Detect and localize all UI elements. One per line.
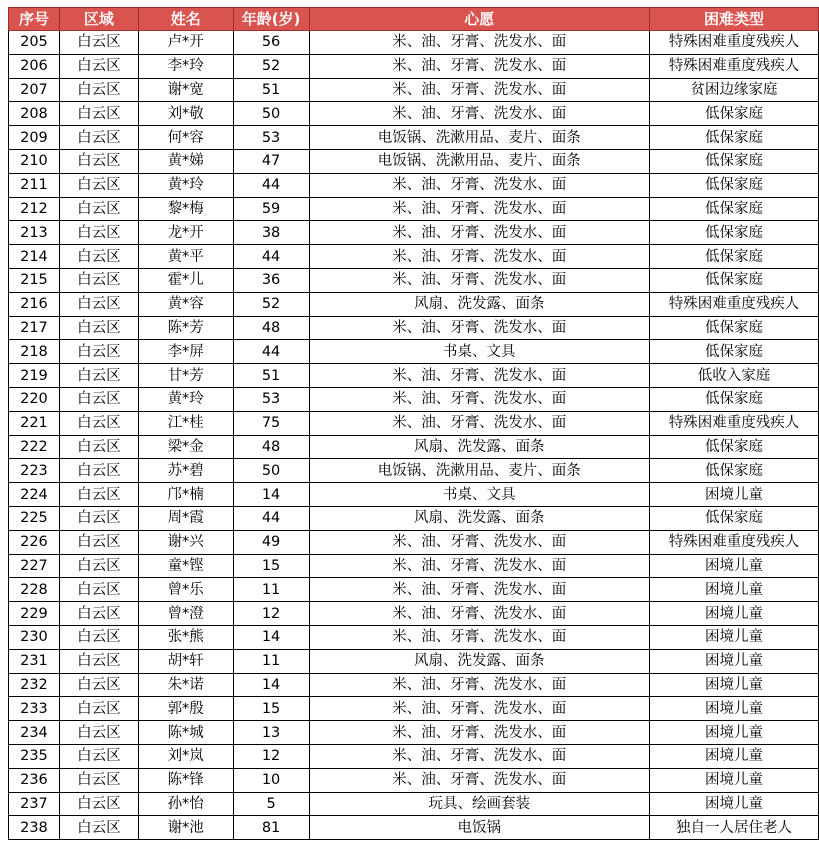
cell-wish: 米、油、牙膏、洗发水、面 [309,697,650,721]
cell-name: 龙*开 [138,221,233,245]
cell-wish: 电饭锅 [309,816,650,840]
cell-name: 甘*芳 [138,364,233,388]
cell-age: 81 [233,816,309,840]
cell-district: 白云区 [59,173,138,197]
cell-name: 李*屏 [138,340,233,364]
table-row [9,197,819,221]
cell-district: 白云区 [59,816,138,840]
cell-wish: 米、油、牙膏、洗发水、面 [309,578,650,602]
cell-age: 59 [233,197,309,221]
table-row [9,697,819,721]
cell-name: 刘*敬 [138,102,233,126]
cell-name: 卢*开 [138,31,233,55]
cell-serial: 238 [9,816,60,840]
cell-hardship-type: 困境儿童 [650,768,819,792]
cell-age: 15 [233,697,309,721]
header-serial: 序号 [9,8,60,31]
cell-age: 36 [233,268,309,292]
cell-wish: 米、油、牙膏、洗发水、面 [309,411,650,435]
cell-name: 黄*玲 [138,387,233,411]
cell-name: 黄*平 [138,245,233,269]
table-row [9,506,819,530]
table-row [9,744,819,768]
cell-hardship-type: 低保家庭 [650,340,819,364]
cell-serial: 212 [9,197,60,221]
cell-district: 白云区 [59,411,138,435]
cell-hardship-type: 低保家庭 [650,245,819,269]
cell-wish: 米、油、牙膏、洗发水、面 [309,721,650,745]
cell-hardship-type: 困境儿童 [650,697,819,721]
cell-wish: 电饭锅、洗漱用品、麦片、面条 [309,126,650,150]
cell-hardship-type: 困境儿童 [650,602,819,626]
cell-age: 49 [233,530,309,554]
cell-district: 白云区 [59,459,138,483]
cell-wish: 电饭锅、洗漱用品、麦片、面条 [309,459,650,483]
cell-serial: 213 [9,221,60,245]
table-row [9,768,819,792]
table-row [9,102,819,126]
cell-serial: 234 [9,721,60,745]
table-row [9,649,819,673]
cell-age: 48 [233,435,309,459]
cell-serial: 231 [9,649,60,673]
cell-name: 郭*殷 [138,697,233,721]
cell-serial: 224 [9,483,60,507]
cell-serial: 236 [9,768,60,792]
cell-hardship-type: 困境儿童 [650,625,819,649]
table-row [9,530,819,554]
cell-name: 何*容 [138,126,233,150]
cell-hardship-type: 低保家庭 [650,459,819,483]
table-row [9,602,819,626]
cell-age: 51 [233,364,309,388]
cell-name: 刘*岚 [138,744,233,768]
cell-district: 白云区 [59,530,138,554]
cell-serial: 223 [9,459,60,483]
cell-age: 44 [233,506,309,530]
cell-name: 霍*儿 [138,268,233,292]
cell-age: 48 [233,316,309,340]
cell-name: 谢*池 [138,816,233,840]
cell-hardship-type: 低保家庭 [650,221,819,245]
cell-district: 白云区 [59,268,138,292]
cell-name: 谢*宽 [138,78,233,102]
cell-age: 5 [233,792,309,816]
cell-district: 白云区 [59,31,138,55]
cell-district: 白云区 [59,292,138,316]
cell-age: 13 [233,721,309,745]
cell-district: 白云区 [59,697,138,721]
cell-name: 谢*兴 [138,530,233,554]
header-name: 姓名 [138,8,233,31]
table-row [9,292,819,316]
cell-name: 江*桂 [138,411,233,435]
table-row [9,554,819,578]
cell-age: 50 [233,102,309,126]
cell-age: 14 [233,625,309,649]
cell-wish: 米、油、牙膏、洗发水、面 [309,78,650,102]
cell-age: 56 [233,31,309,55]
cell-hardship-type: 困境儿童 [650,649,819,673]
cell-hardship-type: 特殊困难重度残疾人 [650,411,819,435]
cell-district: 白云区 [59,744,138,768]
cell-name: 黄*娣 [138,149,233,173]
cell-wish: 米、油、牙膏、洗发水、面 [309,221,650,245]
table-row [9,578,819,602]
cell-age: 52 [233,292,309,316]
cell-wish: 米、油、牙膏、洗发水、面 [309,602,650,626]
cell-hardship-type: 低保家庭 [650,102,819,126]
cell-name: 曾*澄 [138,602,233,626]
header-hardship-type: 困难类型 [650,8,819,31]
cell-serial: 215 [9,268,60,292]
cell-district: 白云区 [59,625,138,649]
cell-district: 白云区 [59,78,138,102]
table-row [9,721,819,745]
cell-hardship-type: 困境儿童 [650,792,819,816]
cell-wish: 风扇、洗发露、面条 [309,649,650,673]
table-row [9,816,819,840]
cell-hardship-type: 特殊困难重度残疾人 [650,292,819,316]
cell-hardship-type: 低收入家庭 [650,364,819,388]
cell-district: 白云区 [59,387,138,411]
cell-serial: 229 [9,602,60,626]
cell-name: 李*玲 [138,54,233,78]
cell-wish: 米、油、牙膏、洗发水、面 [309,768,650,792]
table-header [9,8,819,31]
table-row [9,268,819,292]
cell-serial: 222 [9,435,60,459]
cell-wish: 米、油、牙膏、洗发水、面 [309,625,650,649]
cell-age: 12 [233,602,309,626]
cell-serial: 210 [9,149,60,173]
cell-district: 白云区 [59,126,138,150]
cell-age: 15 [233,554,309,578]
header-age: 年龄(岁) [233,8,309,31]
cell-name: 朱*诺 [138,673,233,697]
cell-hardship-type: 困境儿童 [650,483,819,507]
cell-serial: 208 [9,102,60,126]
cell-wish: 电饭锅、洗漱用品、麦片、面条 [309,149,650,173]
cell-name: 梁*金 [138,435,233,459]
cell-age: 10 [233,768,309,792]
cell-age: 14 [233,673,309,697]
cell-district: 白云区 [59,316,138,340]
cell-name: 苏*碧 [138,459,233,483]
table-row [9,173,819,197]
cell-wish: 米、油、牙膏、洗发水、面 [309,673,650,697]
header-wish: 心愿 [309,8,650,31]
cell-name: 黄*玲 [138,173,233,197]
table-row [9,31,819,55]
cell-wish: 玩具、绘画套装 [309,792,650,816]
cell-age: 53 [233,387,309,411]
cell-name: 孙*怡 [138,792,233,816]
table-row [9,411,819,435]
table-row [9,245,819,269]
cell-district: 白云区 [59,102,138,126]
cell-wish: 米、油、牙膏、洗发水、面 [309,245,650,269]
cell-district: 白云区 [59,483,138,507]
header-district: 区域 [59,8,138,31]
table-row [9,126,819,150]
cell-age: 38 [233,221,309,245]
cell-age: 47 [233,149,309,173]
cell-district: 白云区 [59,602,138,626]
cell-wish: 风扇、洗发露、面条 [309,292,650,316]
wish-list-table [8,7,819,840]
table-row [9,459,819,483]
cell-wish: 米、油、牙膏、洗发水、面 [309,387,650,411]
cell-district: 白云区 [59,340,138,364]
cell-serial: 219 [9,364,60,388]
cell-serial: 218 [9,340,60,364]
cell-serial: 207 [9,78,60,102]
table-row [9,78,819,102]
cell-name: 陈*城 [138,721,233,745]
cell-wish: 风扇、洗发露、面条 [309,435,650,459]
cell-serial: 209 [9,126,60,150]
cell-hardship-type: 低保家庭 [650,506,819,530]
cell-hardship-type: 低保家庭 [650,197,819,221]
cell-name: 周*霞 [138,506,233,530]
cell-district: 白云区 [59,554,138,578]
cell-name: 陈*锋 [138,768,233,792]
cell-wish: 米、油、牙膏、洗发水、面 [309,31,650,55]
cell-serial: 220 [9,387,60,411]
cell-serial: 227 [9,554,60,578]
cell-age: 11 [233,578,309,602]
cell-serial: 232 [9,673,60,697]
cell-serial: 237 [9,792,60,816]
cell-age: 11 [233,649,309,673]
cell-name: 曾*乐 [138,578,233,602]
cell-name: 胡*轩 [138,649,233,673]
cell-district: 白云区 [59,435,138,459]
table-row [9,435,819,459]
table-row [9,54,819,78]
cell-hardship-type: 低保家庭 [650,316,819,340]
cell-hardship-type: 困境儿童 [650,744,819,768]
cell-hardship-type: 贫困边缘家庭 [650,78,819,102]
cell-serial: 235 [9,744,60,768]
table-row [9,792,819,816]
table-row [9,364,819,388]
cell-age: 75 [233,411,309,435]
cell-wish: 米、油、牙膏、洗发水、面 [309,316,650,340]
cell-name: 陈*芳 [138,316,233,340]
table-row [9,221,819,245]
cell-hardship-type: 独自一人居住老人 [650,816,819,840]
table-row [9,316,819,340]
cell-hardship-type: 特殊困难重度残疾人 [650,31,819,55]
cell-serial: 221 [9,411,60,435]
cell-hardship-type: 低保家庭 [650,435,819,459]
cell-serial: 230 [9,625,60,649]
cell-district: 白云区 [59,506,138,530]
cell-district: 白云区 [59,578,138,602]
cell-hardship-type: 低保家庭 [650,387,819,411]
cell-hardship-type: 特殊困难重度残疾人 [650,530,819,554]
cell-serial: 205 [9,31,60,55]
cell-name: 张*熊 [138,625,233,649]
table-row [9,483,819,507]
cell-district: 白云区 [59,721,138,745]
cell-age: 44 [233,340,309,364]
cell-age: 14 [233,483,309,507]
cell-age: 12 [233,744,309,768]
cell-age: 53 [233,126,309,150]
table-row [9,673,819,697]
cell-hardship-type: 特殊困难重度残疾人 [650,54,819,78]
cell-hardship-type: 低保家庭 [650,268,819,292]
cell-district: 白云区 [59,245,138,269]
cell-serial: 206 [9,54,60,78]
cell-wish: 米、油、牙膏、洗发水、面 [309,102,650,126]
cell-district: 白云区 [59,364,138,388]
cell-wish: 风扇、洗发露、面条 [309,506,650,530]
cell-district: 白云区 [59,792,138,816]
cell-serial: 233 [9,697,60,721]
cell-age: 50 [233,459,309,483]
cell-wish: 米、油、牙膏、洗发水、面 [309,173,650,197]
cell-hardship-type: 困境儿童 [650,673,819,697]
cell-district: 白云区 [59,649,138,673]
cell-age: 44 [233,245,309,269]
cell-name: 邝*楠 [138,483,233,507]
table-row [9,340,819,364]
cell-district: 白云区 [59,768,138,792]
table-row [9,387,819,411]
cell-age: 51 [233,78,309,102]
cell-district: 白云区 [59,54,138,78]
cell-serial: 214 [9,245,60,269]
cell-age: 52 [233,54,309,78]
cell-age: 44 [233,173,309,197]
cell-wish: 米、油、牙膏、洗发水、面 [309,530,650,554]
cell-district: 白云区 [59,197,138,221]
cell-serial: 225 [9,506,60,530]
cell-wish: 书桌、文具 [309,340,650,364]
cell-wish: 米、油、牙膏、洗发水、面 [309,197,650,221]
cell-hardship-type: 低保家庭 [650,173,819,197]
cell-wish: 米、油、牙膏、洗发水、面 [309,744,650,768]
cell-serial: 211 [9,173,60,197]
cell-district: 白云区 [59,149,138,173]
cell-wish: 米、油、牙膏、洗发水、面 [309,268,650,292]
table-row [9,625,819,649]
table-row [9,149,819,173]
cell-hardship-type: 困境儿童 [650,578,819,602]
cell-hardship-type: 低保家庭 [650,126,819,150]
cell-district: 白云区 [59,673,138,697]
cell-serial: 226 [9,530,60,554]
cell-serial: 217 [9,316,60,340]
cell-hardship-type: 困境儿童 [650,721,819,745]
cell-name: 黄*容 [138,292,233,316]
cell-serial: 228 [9,578,60,602]
cell-wish: 书桌、文具 [309,483,650,507]
cell-wish: 米、油、牙膏、洗发水、面 [309,364,650,388]
cell-wish: 米、油、牙膏、洗发水、面 [309,54,650,78]
header-row [9,8,819,31]
cell-serial: 216 [9,292,60,316]
cell-district: 白云区 [59,221,138,245]
cell-hardship-type: 困境儿童 [650,554,819,578]
table-body [9,31,819,840]
cell-name: 黎*梅 [138,197,233,221]
cell-hardship-type: 低保家庭 [650,149,819,173]
cell-name: 童*铿 [138,554,233,578]
cell-wish: 米、油、牙膏、洗发水、面 [309,554,650,578]
